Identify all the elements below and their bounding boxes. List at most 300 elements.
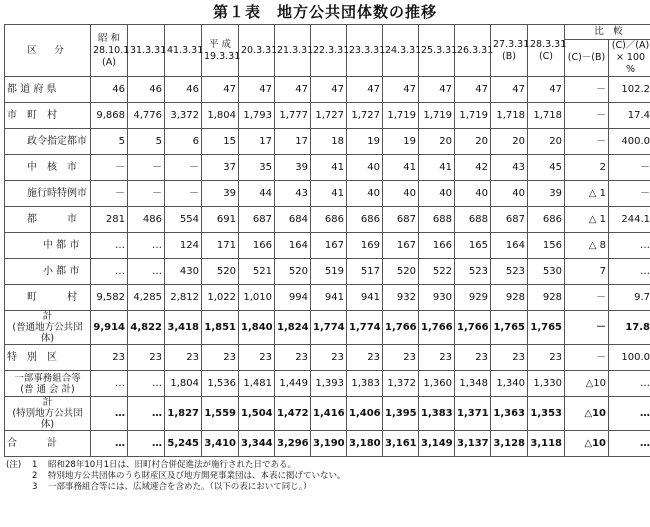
table-cell: 47 <box>311 77 347 103</box>
table-cell: 41 <box>311 181 347 207</box>
table-cell: 156 <box>528 233 565 259</box>
table-cell: △ 8 <box>565 233 609 259</box>
row-label-line: 政令指定都市 <box>27 136 87 147</box>
table-cell: 20 <box>491 129 528 155</box>
row-label <box>5 371 91 397</box>
table-cell: 523 <box>455 259 491 285</box>
table-cell: 1,718 <box>491 103 528 129</box>
table-row <box>5 233 650 259</box>
footnote-line <box>6 471 646 482</box>
table-cell: 928 <box>528 285 565 311</box>
table-cell: 1,559 <box>202 397 239 431</box>
table-cell: 43 <box>275 181 311 207</box>
table-cell: 1,340 <box>491 371 528 397</box>
data-table <box>4 24 650 457</box>
table-cell: 17 <box>239 129 275 155</box>
table-cell: 47 <box>239 77 275 103</box>
table-cell: 47 <box>455 77 491 103</box>
table-cell: 3,180 <box>347 431 383 457</box>
table-cell: 1,719 <box>383 103 419 129</box>
table-cell: 1,383 <box>419 397 455 431</box>
table-cell: 47 <box>528 77 565 103</box>
table-cell: 486 <box>128 207 165 233</box>
table-cell: … <box>128 431 165 457</box>
row-label-line: 市 町 村 <box>7 110 57 121</box>
table-cell: 23 <box>165 345 202 371</box>
table-cell: 169 <box>347 233 383 259</box>
table-cell: 47 <box>419 77 455 103</box>
row-label <box>5 311 91 345</box>
table-cell: 35 <box>239 155 275 181</box>
table-cell: … <box>91 431 128 457</box>
table-cell: 1,360 <box>419 371 455 397</box>
row-label <box>5 77 91 103</box>
table-cell: △ 1 <box>565 181 609 207</box>
header-col-12 <box>528 25 565 77</box>
header-col-6 <box>311 25 350 77</box>
table-cell: 17.8 <box>609 311 650 345</box>
table-cell: 1,827 <box>165 397 202 431</box>
table-cell: 684 <box>275 207 311 233</box>
table-cell: 3,118 <box>528 431 565 457</box>
table-cell: 17 <box>275 129 311 155</box>
table-cell: 1,010 <box>239 285 275 311</box>
header-col-line: (A) <box>102 56 116 68</box>
table-cell: 2,812 <box>165 285 202 311</box>
table-cell: 100.0 <box>609 345 650 371</box>
header-compare-line: % <box>625 64 636 75</box>
table-cell: 400.0 <box>609 129 650 155</box>
table-cell: 1,348 <box>455 371 491 397</box>
header-col-7 <box>347 25 386 77</box>
header-compare: 比 較 <box>565 25 650 40</box>
table-cell: 39 <box>275 155 311 181</box>
table-cell: 1,766 <box>383 311 419 345</box>
table-cell: 23 <box>455 345 491 371</box>
row-label-line: 中 都 市 <box>43 240 80 251</box>
header-col-line: 25.3.31 <box>421 44 458 56</box>
row-label <box>5 397 91 431</box>
table-cell: 2 <box>565 155 609 181</box>
table-cell: 37 <box>202 155 239 181</box>
table-cell: 39 <box>528 181 565 207</box>
row-label-line: 中 核 市 <box>27 162 77 173</box>
table-cell: 23 <box>91 345 128 371</box>
footnote-mark <box>6 471 32 482</box>
header-col-line: 19.3.31 <box>204 50 241 62</box>
header-col-line: 平 成 <box>208 38 232 50</box>
table-cell: 45 <box>528 155 565 181</box>
table-cell: 3,296 <box>275 431 311 457</box>
footnote-mark: (注) <box>6 460 22 470</box>
table-cell: 1,536 <box>202 371 239 397</box>
table-cell: － <box>609 181 650 207</box>
table-cell: 687 <box>239 207 275 233</box>
table-cell: 530 <box>528 259 565 285</box>
table-cell: 40 <box>383 181 419 207</box>
footnote-mark <box>6 482 32 493</box>
header-col-line: 27.3.31 <box>493 38 530 50</box>
table-cell: 23 <box>275 345 311 371</box>
table-cell: 1,765 <box>491 311 528 345</box>
header-col-11 <box>491 25 528 77</box>
table-cell: 166 <box>239 233 275 259</box>
table-row <box>5 77 650 103</box>
table-cell: 521 <box>239 259 275 285</box>
table-cell: 3,372 <box>165 103 202 129</box>
row-label-line: (特別地方公共団体) <box>12 408 83 430</box>
header-col-5 <box>275 25 314 77</box>
table-cell: … <box>128 259 165 285</box>
header-col-line: 31.3.31 <box>130 44 167 56</box>
table-cell: 23 <box>239 345 275 371</box>
table-cell: 39 <box>202 181 239 207</box>
table-cell: 994 <box>275 285 311 311</box>
table-cell: 688 <box>419 207 455 233</box>
table-cell: 3,410 <box>202 431 239 457</box>
table-cell: 47 <box>347 77 383 103</box>
table-cell: 20 <box>528 129 565 155</box>
table-cell: 244.1 <box>609 207 650 233</box>
table-cell: 167 <box>311 233 347 259</box>
table-cell: 42 <box>455 155 491 181</box>
table-cell: 15 <box>202 129 239 155</box>
table-cell: 929 <box>455 285 491 311</box>
table-cell: － <box>565 103 609 129</box>
table-cell: 20 <box>419 129 455 155</box>
row-label-line: 都 市 <box>27 214 77 225</box>
table-cell: 47 <box>202 77 239 103</box>
table-cell: △ 1 <box>565 207 609 233</box>
header-col-line: (C) <box>538 50 554 62</box>
header-compare-col-1 <box>609 40 650 77</box>
table-row <box>5 103 650 129</box>
table-cell: 928 <box>491 285 528 311</box>
row-label-line: 一部事務組合等 <box>14 372 81 384</box>
table-cell: 41 <box>383 155 419 181</box>
table-cell: 9,914 <box>91 311 128 345</box>
table-cell: 520 <box>383 259 419 285</box>
row-label-line: 都 道 府 県 <box>7 84 57 95</box>
table-cell: 23 <box>311 345 347 371</box>
header-col-line: 22.3.31 <box>313 44 350 56</box>
table-cell: 4,285 <box>128 285 165 311</box>
table-cell: 1,824 <box>275 311 311 345</box>
table-cell: 517 <box>347 259 383 285</box>
table-cell: 40 <box>347 155 383 181</box>
row-label-line: 施行時特例市 <box>27 188 87 199</box>
table-cell: 18 <box>311 129 347 155</box>
table-cell: △10 <box>565 397 609 431</box>
table-cell: 1,406 <box>347 397 383 431</box>
table-cell: 40 <box>455 181 491 207</box>
header-col-line: 41.3.31 <box>167 44 204 56</box>
table-cell: 1,393 <box>311 371 347 397</box>
table-cell: 686 <box>528 207 565 233</box>
table-cell: 3,128 <box>491 431 528 457</box>
table-cell: 23 <box>202 345 239 371</box>
table-cell: 23 <box>528 345 565 371</box>
table-row <box>5 397 650 431</box>
table-cell: 941 <box>311 285 347 311</box>
footnote-line <box>6 482 646 493</box>
table-cell: 1,774 <box>347 311 383 345</box>
table-cell: 686 <box>347 207 383 233</box>
table-cell: … <box>609 431 650 457</box>
table-cell: 4,822 <box>128 311 165 345</box>
header-col-line: 20.3.31 <box>241 44 278 56</box>
table-cell: 1,416 <box>311 397 347 431</box>
table-cell: 165 <box>455 233 491 259</box>
table-cell: 40 <box>491 181 528 207</box>
table-cell: 40 <box>419 181 455 207</box>
table-cell: 932 <box>383 285 419 311</box>
header-col-line: 23.3.31 <box>349 44 386 56</box>
table-cell: － <box>565 77 609 103</box>
table-cell: 686 <box>311 207 347 233</box>
row-label-line: 小 都 市 <box>43 266 80 277</box>
table-cell: 43 <box>491 155 528 181</box>
row-label <box>5 103 91 129</box>
table-cell: 687 <box>491 207 528 233</box>
table-cell: － <box>609 155 650 181</box>
row-label-line: (普 通 会 計) <box>20 383 75 395</box>
table-cell: 1,765 <box>528 311 565 345</box>
table-cell: … <box>128 233 165 259</box>
table-cell: 167 <box>383 233 419 259</box>
table-cell: 46 <box>128 77 165 103</box>
header-col-10 <box>455 25 494 77</box>
table-cell: 688 <box>455 207 491 233</box>
table-cell: 44 <box>239 181 275 207</box>
table-cell: 41 <box>311 155 347 181</box>
table-row <box>5 129 650 155</box>
table-cell: … <box>609 371 650 397</box>
table-cell: 7 <box>565 259 609 285</box>
table-cell: 9,868 <box>91 103 128 129</box>
header-col-0 <box>91 25 128 77</box>
header-col-2 <box>165 25 202 77</box>
table-cell: △10 <box>565 431 609 457</box>
table-cell: － <box>91 155 128 181</box>
row-label <box>5 155 91 181</box>
header-col-line: 28.10.1 <box>93 44 130 56</box>
row-label-line: 計 <box>42 397 53 408</box>
row-label-line: 合 計 <box>7 438 57 449</box>
header-col-line: 昭 和 <box>97 32 121 44</box>
header-compare-line: (C)／(A) <box>611 40 650 51</box>
header-col-line: 21.3.31 <box>277 44 314 56</box>
table-cell: 1,727 <box>347 103 383 129</box>
header-col-line: 26.3.31 <box>457 44 494 56</box>
table-cell: 23 <box>128 345 165 371</box>
table-row <box>5 345 650 371</box>
table-cell: 1,022 <box>202 285 239 311</box>
header-col-1 <box>128 25 165 77</box>
table-cell: 281 <box>91 207 128 233</box>
header-col-9 <box>419 25 458 77</box>
footnote-number: 2 <box>32 471 38 481</box>
table-cell: 47 <box>275 77 311 103</box>
table-cell: 1,395 <box>383 397 419 431</box>
table-cell: 1,793 <box>239 103 275 129</box>
table-cell: 23 <box>491 345 528 371</box>
table-cell: 1,804 <box>165 371 202 397</box>
table-cell: 1,383 <box>347 371 383 397</box>
table-cell: … <box>609 233 650 259</box>
row-label-line: (普通地方公共団体) <box>12 322 83 344</box>
footnote-number: 1 <box>32 460 38 470</box>
table-cell: 1,718 <box>528 103 565 129</box>
table-cell: 5,245 <box>165 431 202 457</box>
table-cell: 6 <box>165 129 202 155</box>
table-cell: 46 <box>91 77 128 103</box>
table-cell: 5 <box>91 129 128 155</box>
table-cell: 1,804 <box>202 103 239 129</box>
table-cell: 5 <box>128 129 165 155</box>
table-cell: … <box>128 397 165 431</box>
table-row <box>5 431 650 457</box>
footnotes <box>4 460 646 493</box>
table-cell: 40 <box>347 181 383 207</box>
table-cell: … <box>128 371 165 397</box>
header-col-line: 28.3.31 <box>530 38 567 50</box>
table-cell: － <box>565 311 609 345</box>
table-cell: 124 <box>165 233 202 259</box>
table-cell: 164 <box>491 233 528 259</box>
table-cell: 1,363 <box>491 397 528 431</box>
table-cell: 520 <box>202 259 239 285</box>
table-cell: … <box>91 397 128 431</box>
row-label-line: 計 <box>42 311 53 322</box>
row-label <box>5 259 91 285</box>
table-row <box>5 207 650 233</box>
table-cell: 1,719 <box>455 103 491 129</box>
table-cell: △10 <box>565 371 609 397</box>
table-cell: 19 <box>347 129 383 155</box>
table-cell: … <box>609 259 650 285</box>
footnote-text: 特別地方公共団体のうち財産区及び地方開発事業団は、本表に掲げていない。 <box>48 471 346 481</box>
table-cell: 171 <box>202 233 239 259</box>
table-cell: 102.2 <box>609 77 650 103</box>
table-row <box>5 285 650 311</box>
header-col-line: (B) <box>502 50 516 62</box>
table-cell: 3,344 <box>239 431 275 457</box>
table-cell: 3,190 <box>311 431 347 457</box>
header-compare-line: (C)－(B) <box>567 52 606 63</box>
row-label <box>5 345 91 371</box>
table-cell: 3,137 <box>455 431 491 457</box>
table-cell: 1,840 <box>239 311 275 345</box>
table-cell: 1,766 <box>419 311 455 345</box>
table-cell: 47 <box>491 77 528 103</box>
table-cell: － <box>128 181 165 207</box>
table-cell: － <box>91 181 128 207</box>
row-label <box>5 207 91 233</box>
row-label-line: 特 別 区 <box>7 352 57 363</box>
table-cell: 691 <box>202 207 239 233</box>
table-row <box>5 259 650 285</box>
table-cell: － <box>165 155 202 181</box>
table-cell: 3,161 <box>383 431 419 457</box>
table-cell: － <box>565 345 609 371</box>
table-cell: 17.4 <box>609 103 650 129</box>
row-label-line: 町 村 <box>27 292 77 303</box>
table-cell: 46 <box>165 77 202 103</box>
table-cell: 430 <box>165 259 202 285</box>
table-cell: 1,472 <box>275 397 311 431</box>
table-cell: 164 <box>275 233 311 259</box>
table-cell: 20 <box>455 129 491 155</box>
footnote-line <box>6 460 646 471</box>
row-label <box>5 233 91 259</box>
table-cell: 1,777 <box>275 103 311 129</box>
table-cell: 23 <box>383 345 419 371</box>
table-cell: … <box>91 259 128 285</box>
table-cell: 1,851 <box>202 311 239 345</box>
table-cell: 1,449 <box>275 371 311 397</box>
table-cell: 1,353 <box>528 397 565 431</box>
header-category: 区 分 <box>5 25 91 77</box>
table-cell: 47 <box>383 77 419 103</box>
table-cell: 930 <box>419 285 455 311</box>
header-compare-col-0 <box>565 40 609 77</box>
table-cell: － <box>565 129 609 155</box>
table-cell: 1,330 <box>528 371 565 397</box>
table-cell: 523 <box>491 259 528 285</box>
table-cell: 3,149 <box>419 431 455 457</box>
row-label <box>5 129 91 155</box>
header-compare-line: × 100 <box>615 52 646 63</box>
footnote-text: 昭和28年10月1日は、旧町村合併促進法が施行された日である。 <box>48 460 297 470</box>
table-cell: … <box>91 233 128 259</box>
row-label <box>5 285 91 311</box>
table-row <box>5 371 650 397</box>
table-cell: 1,504 <box>239 397 275 431</box>
table-cell: 1,481 <box>239 371 275 397</box>
table-cell: 166 <box>419 233 455 259</box>
table-cell: 554 <box>165 207 202 233</box>
table-cell: 519 <box>311 259 347 285</box>
table-cell: 1,372 <box>383 371 419 397</box>
table-cell: 41 <box>419 155 455 181</box>
table-cell: － <box>128 155 165 181</box>
table-cell: 941 <box>347 285 383 311</box>
table-cell: 1,766 <box>455 311 491 345</box>
table-cell: 9.7 <box>609 285 650 311</box>
table-cell: 522 <box>419 259 455 285</box>
table-cell: 4,776 <box>128 103 165 129</box>
page-title: 第１表 地方公共団体数の推移 <box>212 3 437 21</box>
footnote-number: 3 <box>32 482 38 492</box>
header-col-3 <box>202 25 239 77</box>
header-col-line: 24.3.31 <box>385 44 422 56</box>
table-row <box>5 181 650 207</box>
footnote-text: 一部事務組合等には、広域連合を含めた。（以下の表において同じ。） <box>48 482 312 492</box>
table-cell: 9,582 <box>91 285 128 311</box>
header-col-4 <box>239 25 278 77</box>
table-cell: 19 <box>383 129 419 155</box>
table-cell: 520 <box>275 259 311 285</box>
table-cell: 687 <box>383 207 419 233</box>
table-cell: 1,719 <box>419 103 455 129</box>
table-cell: 1,371 <box>455 397 491 431</box>
table-cell: 1,727 <box>311 103 347 129</box>
row-label <box>5 431 91 457</box>
table-cell: … <box>609 397 650 431</box>
table-row <box>5 155 650 181</box>
table-cell: 1,774 <box>311 311 347 345</box>
